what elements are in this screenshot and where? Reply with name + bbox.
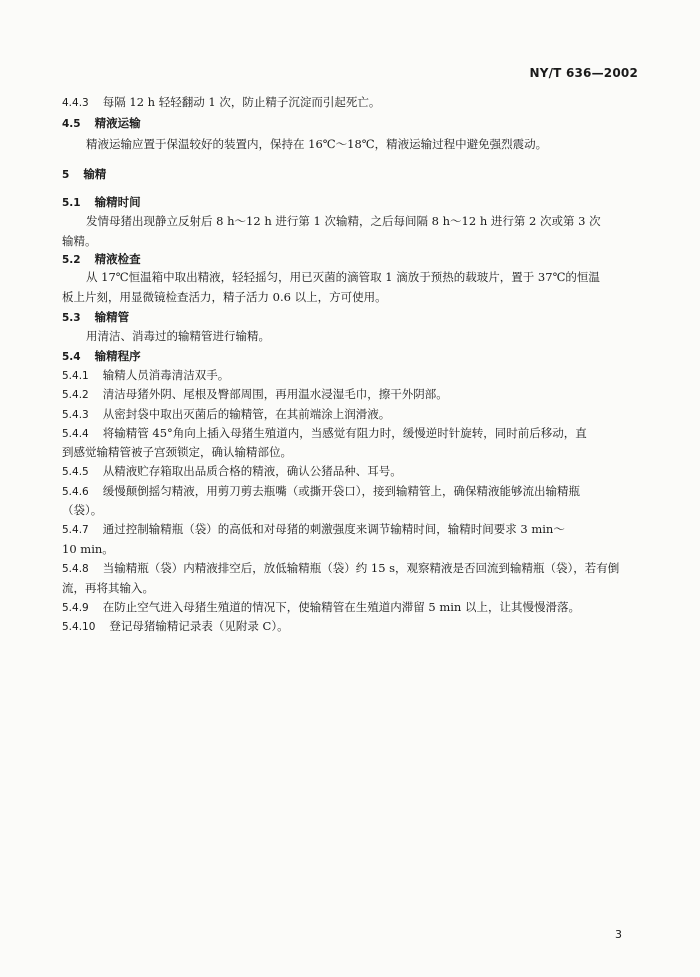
paragraph-line: 发情母猪出现静立反射后 8 h～12 h 进行第 1 次输精，之后每间隔 8 h～12 h 进行第 2 次或第 3 次 [86, 214, 601, 228]
heading-5 [62, 166, 640, 183]
clause-text: 在防止空气进入母猪生殖道的情况下，使输精管在生殖道内滞留 5 min 以上，让其慢慢滑落。 [102, 600, 580, 614]
clause-text: 每隔 12 h 轻轻翻动 1 次，防止精子沉淀而引起死亡。 [102, 95, 381, 109]
paragraph-line: 精液运输应置于保温较好的装置内，保持在 16℃～18℃，精液运输过程中避免强烈震动。 [86, 137, 548, 151]
paragraph-line: 10 min。 [62, 542, 114, 556]
clause-number: 5.4 [62, 351, 81, 363]
clause-5-4-2 [62, 386, 640, 403]
heading-4-5 [62, 115, 640, 132]
standard-code: NY/T 636—2002 [529, 66, 638, 80]
paragraph-line: 到感觉输精管被子宫颈锁定，确认输精部位。 [62, 445, 292, 459]
heading-5-3 [62, 309, 640, 326]
paragraph-line: 输精。 [62, 234, 97, 248]
paragraph-line: 从 17℃恒温箱中取出精液，轻轻摇匀，用已灭菌的滴管取 1 滴放于预热的载玻片，置于 37℃的恒温 [86, 270, 600, 284]
clause-number: 4.4.3 [62, 97, 89, 109]
heading-text: 精液检查 [94, 252, 141, 266]
clause-number: 5.4.10 [62, 621, 96, 633]
clause-number: 5.4.1 [62, 370, 89, 382]
clause-5-4-4 [62, 425, 640, 442]
clause-text: 通过控制输精瓶（袋）的高低和对母猪的刺激强度来调节输精时间，输精时间要求 3 min～ [102, 522, 565, 536]
clause-text: 从密封袋中取出灭菌后的输精管，在其前端涂上润滑液。 [102, 407, 391, 421]
clause-number: 5.4.7 [62, 524, 89, 536]
heading-text: 输精 [83, 167, 107, 181]
clause-5-4-5 [62, 463, 640, 480]
heading-text: 输精时间 [94, 195, 141, 209]
heading-text: 输精管 [94, 310, 130, 324]
heading-5-4 [62, 348, 640, 365]
clause-5-4-9 [62, 599, 640, 616]
paragraph-line: 流，再将其输入。 [62, 581, 154, 595]
clause-text: 将输精管 45°角向上插入母猪生殖道内，当感觉有阻力时，缓慢逆时针旋转，同时前后移动，直 [102, 426, 587, 440]
clause-number: 5.4.6 [62, 486, 89, 498]
clause-text: 当输精瓶（袋）内精液排空后，放低输精瓶（袋）约 15 s，观察精液是否回流到输精瓶（袋），若有倒 [102, 561, 620, 575]
clause-text: 缓慢颠倒摇匀精液，用剪刀剪去瓶嘴（或撕开袋口），接到输精管上，确保精液能够流出输精瓶 [102, 484, 580, 498]
clause-5-4-8 [62, 560, 640, 577]
clause-4-4-3 [62, 94, 640, 111]
heading-text: 输精程序 [94, 349, 141, 363]
clause-5-4-3 [62, 406, 640, 423]
clause-5-4-6 [62, 483, 640, 500]
page-number: 3 [615, 928, 622, 941]
heading-5-1 [62, 194, 640, 211]
paragraph-line: （袋）。 [62, 503, 103, 517]
clause-text: 清洁母猪外阴、尾根及臀部周围，再用温水浸湿毛巾，擦干外阴部。 [102, 387, 448, 401]
clause-number: 5.4.9 [62, 602, 89, 614]
heading-text: 精液运输 [94, 116, 141, 130]
clause-5-4-7 [62, 521, 640, 538]
clause-5-4-10 [62, 618, 640, 635]
clause-number: 5.4.4 [62, 428, 89, 440]
clause-5-4-1 [62, 367, 640, 384]
heading-5-2 [62, 251, 640, 268]
clause-text: 从精液贮存箱取出品质合格的精液，确认公猪品种、耳号。 [102, 464, 402, 478]
clause-number: 5.4.3 [62, 409, 89, 421]
clause-number: 5.3 [62, 312, 81, 324]
clause-number: 4.5 [62, 118, 81, 130]
clause-number: 5.4.8 [62, 563, 89, 575]
clause-number: 5.2 [62, 254, 81, 266]
clause-text: 输精人员消毒清洁双手。 [102, 368, 230, 382]
paragraph-line: 板上片刻，用显微镜检查活力，精子活力 0.6 以上，方可使用。 [62, 290, 387, 304]
clause-number: 5 [62, 169, 70, 181]
clause-text: 登记母猪输精记录表（见附录 C）。 [109, 619, 289, 633]
paragraph-line: 用清洁、消毒过的输精管进行输精。 [86, 329, 270, 343]
clause-number: 5.1 [62, 197, 81, 209]
clause-number: 5.4.5 [62, 466, 89, 478]
clause-number: 5.4.2 [62, 389, 89, 401]
